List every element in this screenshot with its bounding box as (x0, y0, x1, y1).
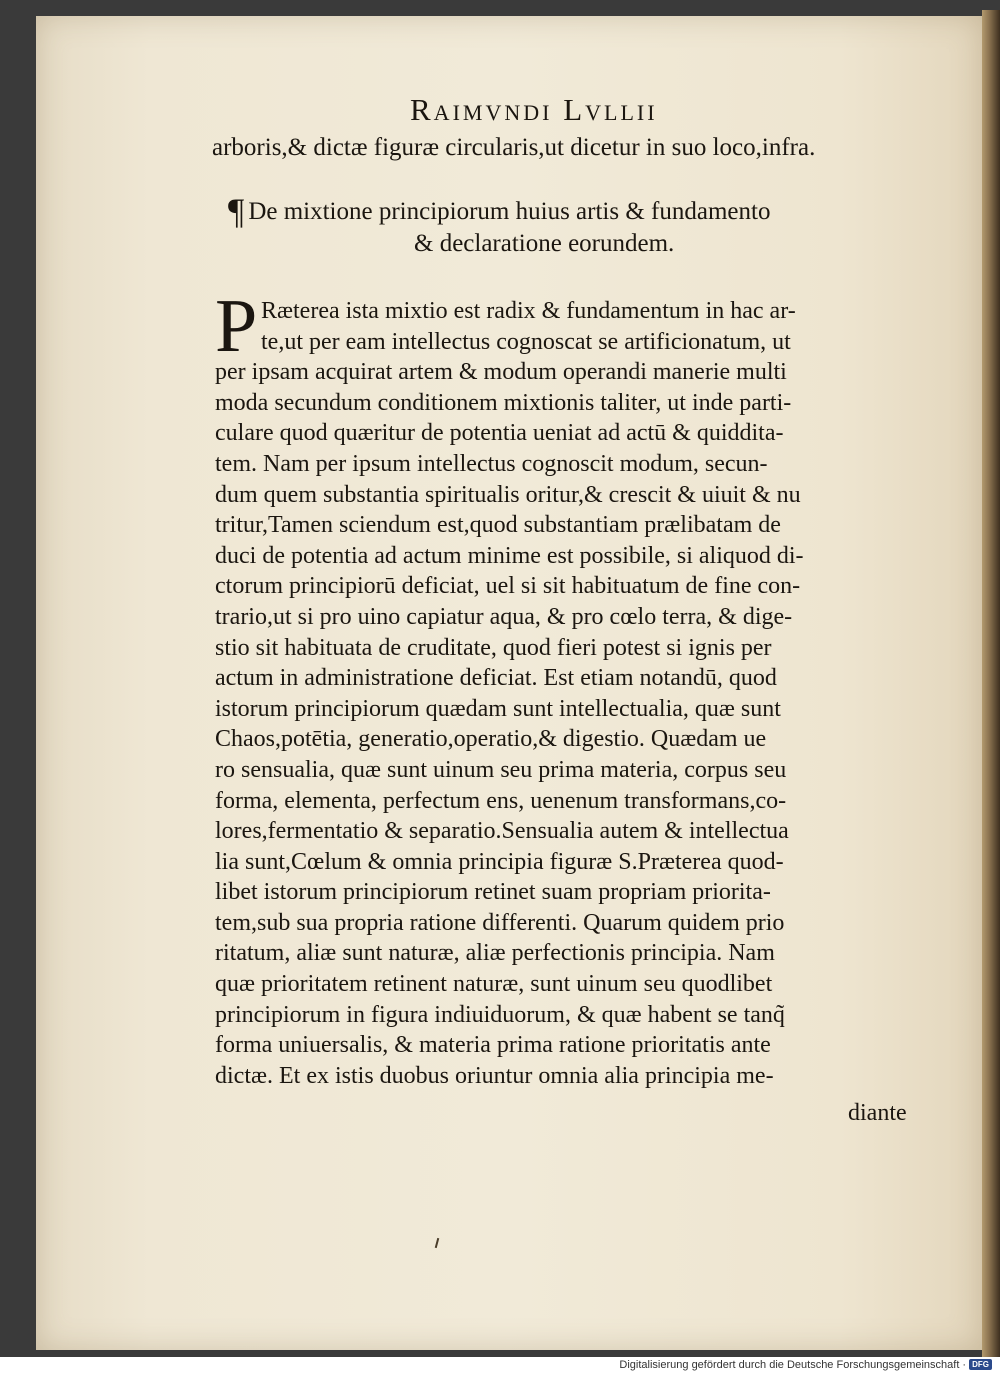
body-line: lores,fermentatio & separatio.Sensualia autem & intellectua (215, 818, 789, 845)
body-line: libet istorum principiorum retinet suam propriam priorita- (215, 879, 771, 906)
body-line: tem. Nam per ipsum intellectus cognoscit modum, secun- (215, 450, 768, 477)
catchword: diante (848, 1100, 907, 1126)
body-line: duci de potentia ad actum minime est possibile, si aliquod di- (215, 542, 804, 569)
body-line: dum quem substantia spiritualis oritur,& crescit & uiuit & nu (215, 481, 801, 508)
credit-text: Digitalisierung gefördert durch die Deutsche Forschungsgemeinschaft · (619, 1359, 967, 1371)
body-line: te,ut per eam intellectus cognoscat se artificionatum, ut (261, 328, 791, 355)
body-line: tritur,Tamen sciendum est,quod substantiam prælibatam de (215, 512, 781, 539)
body-line: ro sensualia, quæ sunt uinum seu prima materia, corpus seu (215, 756, 787, 783)
body-line: ritatum, aliæ sunt naturæ, aliæ perfectionis principia. Nam (215, 940, 775, 967)
heading-line-1 (228, 191, 928, 231)
body-line: principiorum in figura indiuiduorum, & quæ habent se tanq̃ (215, 1001, 785, 1028)
body-line: dictæ. Et ex istis duobus oriuntur omnia alia principia me- (215, 1062, 774, 1089)
book-edge (982, 10, 1000, 1357)
section-heading (228, 191, 928, 260)
body-line: quæ prioritatem retinent naturæ, sunt uinum seu quodlibet (215, 971, 773, 998)
body-line: Ræterea ista mixtio est radix & fundamentum in hac ar- (261, 298, 796, 324)
drop-initial: P (215, 284, 258, 368)
running-head: Raimvndi Lvllii (410, 92, 658, 127)
body-line: lia sunt,Cœlum & omnia principia figuræ S.Præterea quod- (215, 848, 784, 875)
body-line: istorum principiorum quædam sunt intellectualia, quæ sunt (215, 695, 781, 722)
digitization-credit (619, 1359, 992, 1371)
body-line: stio sit habituata de cruditate, quod fieri potest si ignis per (215, 634, 772, 661)
heading-line-2: & declaratione eorundem. (414, 230, 675, 257)
body-line: Chaos,potētia, generatio,operatio,& digestio. Quædam ue (215, 726, 767, 753)
body-line: tem,sub sua propria ratione differenti. Quarum quidem prio (215, 909, 785, 936)
body-text (215, 284, 933, 1091)
continuation-line: arboris,& dictæ figuræ circularis,ut dicetur in suo loco,infra. (212, 134, 816, 161)
body-line: forma uniuersalis, & materia prima ratione prioritatis ante (215, 1032, 771, 1059)
body-line: actum in administratione deficiat. Est etiam notandū, quod (215, 665, 777, 692)
body-line: trario,ut si pro uino capiatur aqua, & pro cœlo terra, & dige- (215, 603, 793, 630)
heading-text-1: De mixtione principiorum huius artis & fundamento (248, 198, 771, 225)
body-line: per ipsam acquirat artem & modum operandi manerie multi (215, 359, 787, 386)
body-line: forma, elementa, perfectum ens, uenenum transformans,co- (215, 787, 787, 814)
body-line: ctorum principiorū deficiat, uel si sit habituatum de fine con- (215, 573, 801, 600)
dfg-logo-icon: DFG (969, 1359, 992, 1370)
body-line: moda secundum conditionem mixtionis taliter, ut inde parti- (215, 389, 792, 416)
body-line: culare quod quæritur de potentia ueniat ad actū & quiddita- (215, 420, 784, 447)
pilcrow-icon: ¶ (228, 191, 245, 231)
